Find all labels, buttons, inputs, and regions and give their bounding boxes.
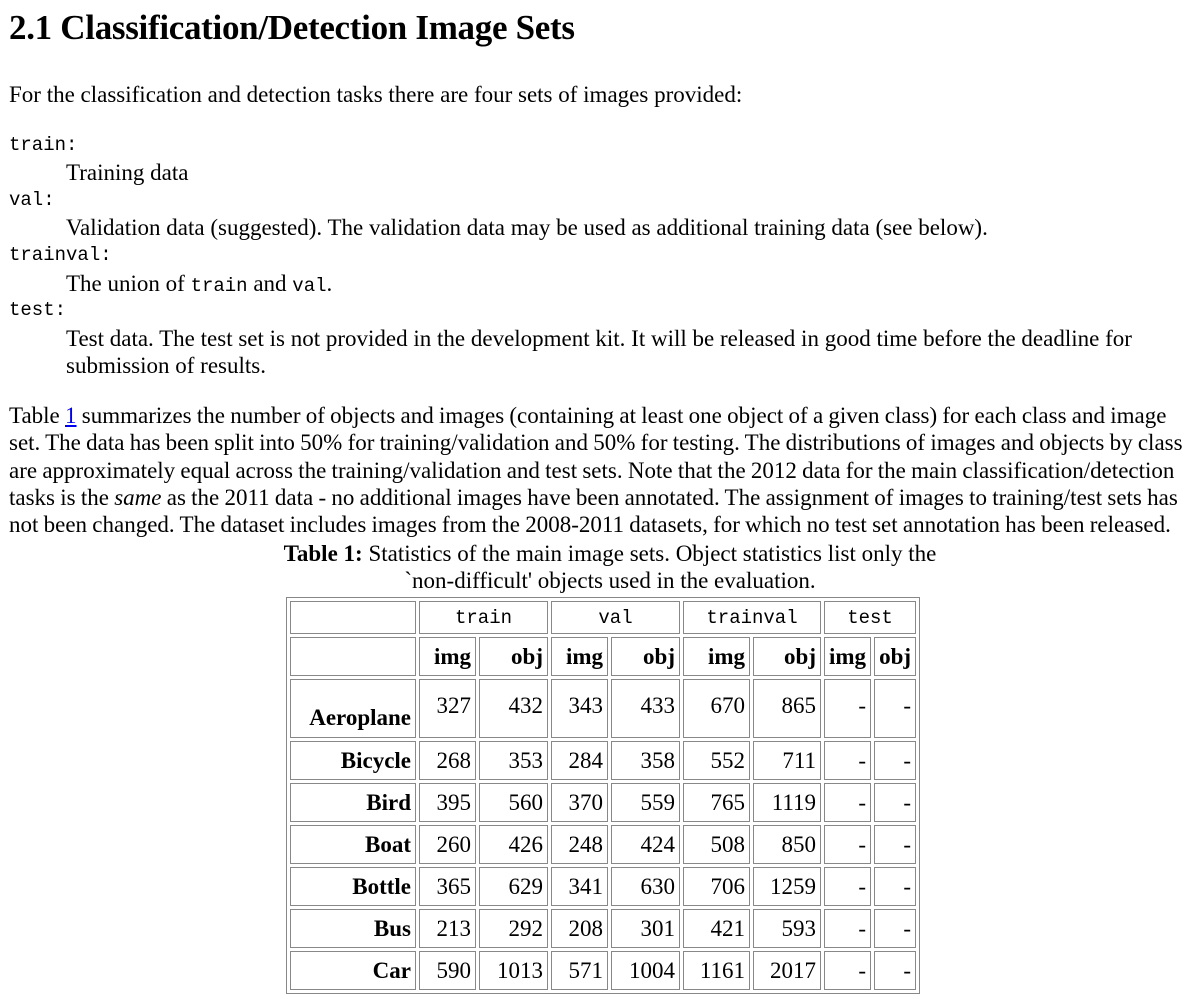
group-header-val: val (551, 601, 680, 634)
value-cell: 327 (419, 679, 476, 738)
value-cell: - (874, 825, 916, 864)
set-term-test: test: (9, 299, 67, 321)
value-cell: 552 (683, 741, 750, 780)
value-cell: 508 (683, 825, 750, 864)
value-cell: 341 (551, 867, 608, 906)
class-name-cell: Boat (290, 825, 416, 864)
value-cell: 590 (419, 951, 476, 990)
table-row (290, 783, 916, 822)
set-term-val: val: (9, 189, 55, 211)
value-cell: 260 (419, 825, 476, 864)
table-subheader-row (290, 637, 916, 676)
subheader-cell: img (419, 637, 476, 676)
value-cell: - (824, 825, 871, 864)
class-name-cell: Aeroplane (290, 679, 416, 738)
value-cell: 1259 (753, 867, 821, 906)
subheader-cell: obj (479, 637, 548, 676)
value-cell: 370 (551, 783, 608, 822)
value-cell: 433 (611, 679, 680, 738)
value-cell: 670 (683, 679, 750, 738)
value-cell: 248 (551, 825, 608, 864)
value-cell: 213 (419, 909, 476, 948)
table-row (290, 909, 916, 948)
subheader-cell: obj (753, 637, 821, 676)
value-cell: 560 (479, 783, 548, 822)
value-cell: - (824, 867, 871, 906)
value-cell: 706 (683, 867, 750, 906)
value-cell: 850 (753, 825, 821, 864)
value-cell: 353 (479, 741, 548, 780)
set-desc-train: Training data (66, 160, 189, 185)
value-cell: 1004 (611, 951, 680, 990)
intro-text: For the classification and detection tasks there are four sets of images provided: (9, 82, 743, 107)
value-cell: 2017 (753, 951, 821, 990)
value-cell: - (874, 951, 916, 990)
value-cell: - (874, 783, 916, 822)
group-header-test: test (824, 601, 916, 634)
value-cell: 421 (683, 909, 750, 948)
table-corner-cell (290, 601, 416, 634)
set-term-train: train: (9, 134, 78, 156)
value-cell: - (824, 679, 871, 738)
table-row (290, 825, 916, 864)
value-cell: 426 (479, 825, 548, 864)
subheader-cell: img (824, 637, 871, 676)
value-cell: 593 (753, 909, 821, 948)
section-heading: 2.1 Classification/Detection Image Sets (9, 8, 575, 47)
value-cell: 365 (419, 867, 476, 906)
subheader-cell: img (551, 637, 608, 676)
table-row (290, 741, 916, 780)
value-cell: 711 (753, 741, 821, 780)
value-cell: - (824, 951, 871, 990)
class-name-cell: Bird (290, 783, 416, 822)
table-corner-cell (290, 637, 416, 676)
subheader-cell: obj (874, 637, 916, 676)
value-cell: - (824, 909, 871, 948)
set-desc-test: Test data. The test set is not provided in the development kit. It will be released in good time before the deadline for submission of results. (66, 326, 1132, 378)
table-group-header-row (290, 601, 916, 634)
summary-paragraph: Table 1 summarizes the number of objects and images (containing at least one object of a given class) for each class and image set. The data has been split into 50% for training/validation and 50% for testing. The distributions of images and objects by class are approximately equal across the training/validation and test sets. Note that the 2012 data for the main classification/detection tasks is the same as the 2011 data - no additional images have been annotated. The assignment of images to training/test sets has not been changed. The dataset includes images from the 2008-2011 datasets, for which no test set annotation has been released. (9, 403, 1183, 538)
class-name-cell: Bus (290, 909, 416, 948)
value-cell: 268 (419, 741, 476, 780)
value-cell: 865 (753, 679, 821, 738)
class-name-cell: Bicycle (290, 741, 416, 780)
image-set-statistics-table (286, 597, 920, 994)
value-cell: - (874, 867, 916, 906)
value-cell: 395 (419, 783, 476, 822)
class-name-cell: Bottle (290, 867, 416, 906)
value-cell: 284 (551, 741, 608, 780)
table-row (290, 951, 916, 990)
value-cell: - (824, 783, 871, 822)
value-cell: 629 (479, 867, 548, 906)
value-cell: 208 (551, 909, 608, 948)
value-cell: - (874, 679, 916, 738)
value-cell: 571 (551, 951, 608, 990)
value-cell: - (824, 741, 871, 780)
value-cell: 630 (611, 867, 680, 906)
value-cell: - (874, 741, 916, 780)
class-name-cell: Car (290, 951, 416, 990)
set-desc-val: Validation data (suggested). The validation data may be used as additional training data (see below). (66, 215, 988, 240)
value-cell: 301 (611, 909, 680, 948)
group-header-train: train (419, 601, 548, 634)
value-cell: 432 (479, 679, 548, 738)
value-cell: 343 (551, 679, 608, 738)
table-caption: Table 1: Statistics of the main image sets. Object statistics list only the `non-difficult' objects used in the evaluation. (283, 541, 937, 593)
value-cell: 765 (683, 783, 750, 822)
value-cell: - (874, 909, 916, 948)
table-row (290, 679, 916, 738)
table-row (290, 867, 916, 906)
subheader-cell: obj (611, 637, 680, 676)
table-reference-link[interactable]: 1 (65, 403, 77, 428)
set-term-trainval: trainval: (9, 244, 112, 266)
value-cell: 1161 (683, 951, 750, 990)
value-cell: 292 (479, 909, 548, 948)
value-cell: 1119 (753, 783, 821, 822)
value-cell: 424 (611, 825, 680, 864)
group-header-trainval: trainval (683, 601, 821, 634)
set-desc-trainval: The union of train and val. (66, 271, 333, 297)
value-cell: 1013 (479, 951, 548, 990)
subheader-cell: img (683, 637, 750, 676)
value-cell: 559 (611, 783, 680, 822)
value-cell: 358 (611, 741, 680, 780)
